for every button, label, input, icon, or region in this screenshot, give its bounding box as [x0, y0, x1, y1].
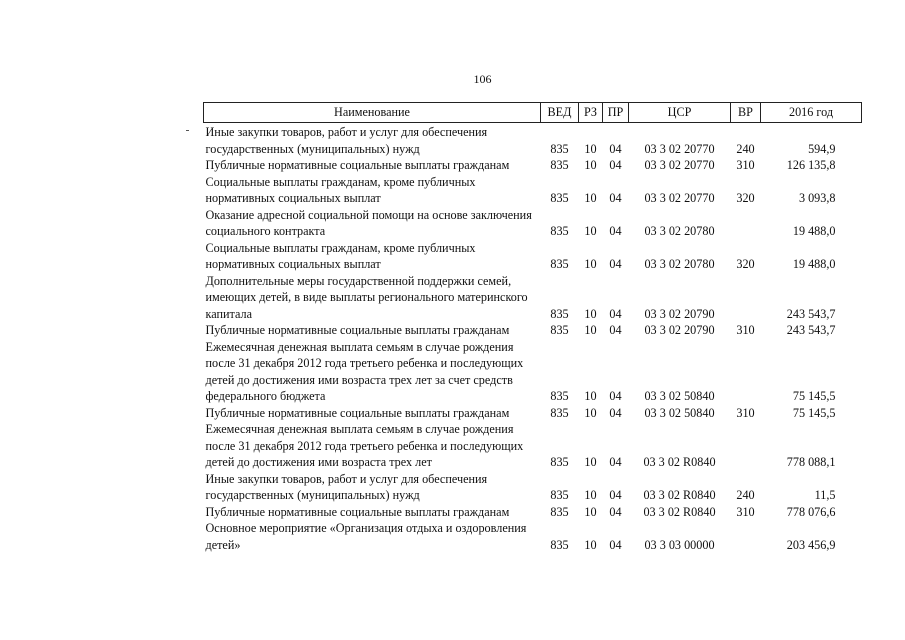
table-header-row — [204, 103, 862, 123]
row-ved: 835 — [550, 323, 569, 337]
table-row — [204, 421, 862, 471]
page-number: 106 — [473, 72, 492, 86]
table-row — [204, 273, 862, 323]
row-pr: 04 — [609, 224, 622, 238]
row-csr: 03 3 02 20770 — [644, 158, 715, 172]
table-row — [204, 174, 862, 207]
row-vr — [731, 273, 761, 323]
row-amount: 19 488,0 — [792, 257, 836, 271]
row-ved: 835 — [550, 389, 569, 403]
row-pr: 04 — [609, 537, 622, 552]
row-vr: 320 — [736, 191, 755, 205]
table-row — [204, 504, 862, 521]
row-vr: 320 — [736, 257, 755, 271]
row-ved: 835 — [550, 455, 569, 469]
row-pr: 04 — [609, 257, 622, 271]
row-name: Публичные нормативные социальные выплаты гражданам — [205, 323, 510, 337]
row-pr: 04 — [609, 389, 622, 403]
table-row — [204, 123, 862, 158]
table-row — [204, 520, 862, 553]
row-csr: 03 3 02 20780 — [644, 257, 715, 271]
row-amount: 243 543,7 — [786, 306, 836, 321]
row-rz: 10 — [584, 141, 597, 156]
row-name: Оказание адресной социальной помощи на основе заключения социального контракта — [205, 207, 532, 238]
header-name: Наименование — [204, 103, 541, 123]
row-amount: 243 543,7 — [786, 323, 836, 337]
header-ved: ВЕД — [541, 103, 579, 123]
row-pr: 04 — [609, 488, 622, 502]
header-amount: 2016 год — [761, 103, 862, 123]
row-pr: 04 — [609, 455, 622, 469]
table-row — [204, 405, 862, 422]
row-pr: 04 — [609, 158, 622, 172]
row-name: Основное мероприятие «Организация отдыха и оздоровления детей» — [205, 521, 527, 552]
row-amount: 75 145,5 — [792, 405, 836, 420]
header-csr: ЦСР — [629, 103, 731, 123]
row-csr: 03 3 02 20780 — [644, 224, 715, 238]
row-rz: 10 — [584, 488, 597, 502]
row-csr: 03 3 02 20770 — [644, 191, 715, 205]
row-csr: 03 3 02 R0840 — [643, 504, 716, 519]
row-amount: 19 488,0 — [792, 224, 836, 238]
table-row — [204, 322, 862, 339]
row-csr: 03 3 02 20790 — [644, 306, 715, 321]
row-rz: 10 — [584, 224, 597, 238]
row-vr: 310 — [736, 504, 755, 519]
row-rz: 10 — [584, 537, 597, 552]
row-vr — [731, 520, 761, 553]
row-vr: 240 — [736, 488, 755, 502]
table-row — [204, 157, 862, 174]
row-amount: 126 135,8 — [786, 158, 836, 172]
row-vr: 310 — [736, 405, 755, 420]
table-row — [204, 339, 862, 405]
row-pr: 04 — [609, 405, 622, 420]
table-row — [204, 240, 862, 273]
row-ved: 835 — [550, 224, 569, 238]
header-rz: РЗ — [579, 103, 603, 123]
row-name: Публичные нормативные социальные выплаты гражданам — [205, 158, 510, 172]
row-rz: 10 — [584, 323, 597, 337]
row-pr: 04 — [609, 504, 622, 519]
row-name: Иные закупки товаров, работ и услуг для обеспечения государственных (муниципальных) нужд — [205, 471, 488, 502]
row-csr: 03 3 02 50840 — [644, 405, 715, 420]
row-amount: 594,9 — [808, 141, 836, 156]
row-vr — [731, 421, 761, 471]
table-row — [204, 207, 862, 240]
row-amount: 11,5 — [814, 488, 836, 502]
row-amount: 75 145,5 — [792, 389, 836, 403]
budget-table — [203, 102, 862, 553]
row-amount: 203 456,9 — [786, 537, 836, 552]
header-vr: ВР — [731, 103, 761, 123]
row-vr: 310 — [736, 158, 755, 172]
row-vr — [731, 339, 761, 405]
row-name: Иные закупки товаров, работ и услуг для обеспечения государственных (муниципальных) нужд — [205, 125, 488, 156]
row-name: Социальные выплаты гражданам, кроме публичных нормативных социальных выплат — [205, 240, 476, 271]
row-csr: 03 3 02 20790 — [644, 323, 715, 337]
row-csr: 03 3 02 50840 — [644, 389, 715, 403]
row-vr — [731, 207, 761, 240]
row-name: Публичные нормативные социальные выплаты гражданам — [205, 504, 510, 519]
row-rz: 10 — [584, 389, 597, 403]
row-ved: 835 — [550, 537, 569, 552]
table-row — [204, 471, 862, 504]
row-name: Публичные нормативные социальные выплаты гражданам — [205, 405, 510, 420]
row-name: Ежемесячная денежная выплата семьям в случае рождения после 31 декабря 2012 года третьего ребенка и последующих детей до достижения ими возраста трех лет за счет средств федерального бюджета — [205, 339, 524, 403]
row-ved: 835 — [550, 306, 569, 321]
row-csr: 03 3 02 R0840 — [643, 455, 716, 469]
row-rz: 10 — [584, 158, 597, 172]
row-rz: 10 — [584, 455, 597, 469]
row-rz: 10 — [584, 257, 597, 271]
header-pr: ПР — [603, 103, 629, 123]
row-ved: 835 — [550, 504, 569, 519]
row-csr: 03 3 02 R0840 — [643, 488, 716, 502]
row-rz: 10 — [584, 405, 597, 420]
row-ved: 835 — [550, 158, 569, 172]
row-ved: 835 — [550, 191, 569, 205]
row-ved: 835 — [550, 488, 569, 502]
row-pr: 04 — [609, 323, 622, 337]
row-name: Дополнительные меры государственной поддержки семей, имеющих детей, в виде выплаты регионального материнского капитала — [205, 273, 528, 321]
row-ved: 835 — [550, 141, 569, 156]
row-pr: 04 — [609, 306, 622, 321]
row-ved: 835 — [550, 257, 569, 271]
row-rz: 10 — [584, 504, 597, 519]
row-csr: 03 3 03 00000 — [644, 537, 715, 552]
row-vr: 240 — [736, 141, 755, 156]
row-vr: 310 — [736, 323, 755, 337]
row-rz: 10 — [584, 191, 597, 205]
row-name: Социальные выплаты гражданам, кроме публичных нормативных социальных выплат — [205, 174, 476, 205]
row-csr: 03 3 02 20770 — [644, 141, 715, 156]
row-rz: 10 — [584, 306, 597, 321]
row-amount: 778 088,1 — [786, 455, 836, 469]
margin-mark — [186, 130, 189, 131]
row-pr: 04 — [609, 191, 622, 205]
row-ved: 835 — [550, 405, 569, 420]
row-name: Ежемесячная денежная выплата семьям в случае рождения после 31 декабря 2012 года третьего ребенка и последующих детей до достижения ими возраста трех лет — [205, 422, 524, 469]
row-amount: 3 093,8 — [798, 191, 836, 205]
row-pr: 04 — [609, 141, 622, 156]
row-amount: 778 076,6 — [786, 504, 836, 519]
